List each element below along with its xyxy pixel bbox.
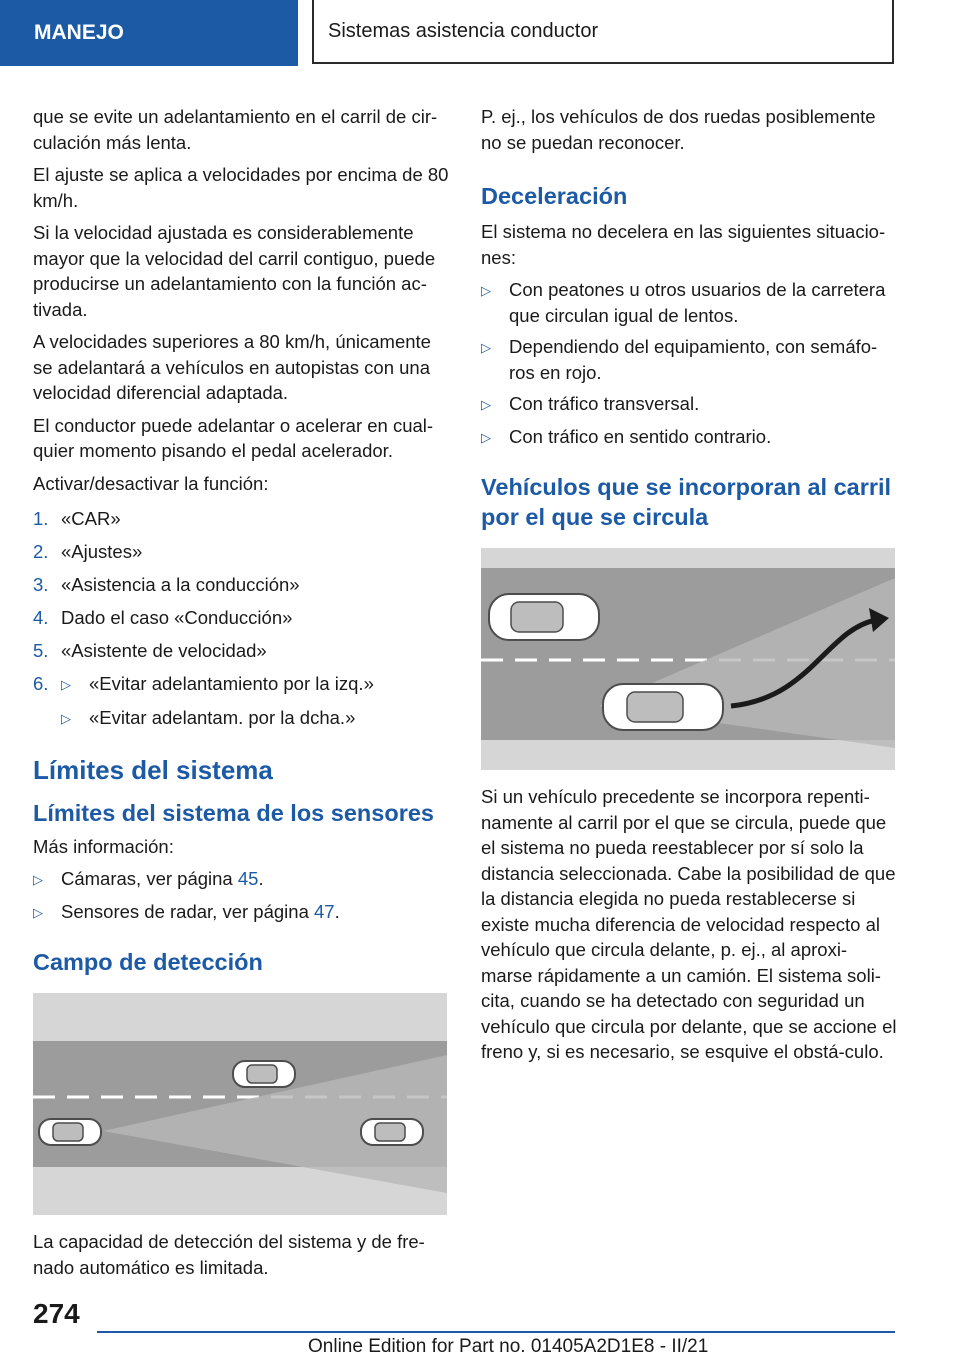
paragraph: El conductor puede adelantar o acelerar en cual-quier momento pisando el pedal acelerador. <box>33 414 434 461</box>
reference-list <box>33 866 451 925</box>
step-text: «Asistente de velocidad» <box>61 640 267 661</box>
reference-text: Cámaras, ver página <box>61 868 238 889</box>
page-number: 274 <box>33 1298 80 1329</box>
heading-system-limits: Límites del sistema <box>33 754 273 785</box>
heading-sensor-limits: Límites del sistema de los sensores <box>33 799 434 826</box>
triangle-right-icon: ▷ <box>33 872 43 887</box>
paragraph: que se evite un adelantamiento en el carril de cir-culación más lenta. <box>33 106 438 153</box>
deceleration-text: Con tráfico transversal. <box>509 393 700 414</box>
triangle-right-icon: ▷ <box>33 904 43 920</box>
detection-field-illustration <box>33 993 447 1215</box>
step-number: 3. <box>33 574 49 595</box>
step-number: 6. <box>33 673 49 694</box>
page-link[interactable]: 47 <box>314 900 335 922</box>
heading-merging-vehicles: Vehículos que se incorporan al carril por el que se circula <box>481 474 892 530</box>
step-text: «Asistencia a la conducción» <box>61 574 300 595</box>
triangle-right-icon: ▷ <box>481 397 491 412</box>
header-chapter <box>312 0 894 64</box>
deceleration-item <box>481 391 897 418</box>
triangle-right-icon: ▷ <box>481 283 491 298</box>
paragraph: Más información: <box>33 835 174 857</box>
deceleration-text: Dependiendo del equipamiento, con semáfo-ros en rojo. <box>509 336 878 383</box>
illustration-caption: La capacidad de detección del sistema y de fre-nado automático es limitada. <box>33 1231 425 1278</box>
paragraph: El ajuste se aplica a velocidades por encima de 80 km/h. <box>33 164 449 211</box>
header-section <box>0 0 298 66</box>
steps-list <box>33 506 451 732</box>
step-number: 4. <box>33 607 49 628</box>
deceleration-item <box>481 334 897 385</box>
merging-vehicle-illustration <box>481 548 895 770</box>
step-text: «CAR» <box>61 508 121 529</box>
paragraph: Activar/desactivar la función: <box>33 472 269 494</box>
step-sub-text: «Evitar adelantam. por la dcha.» <box>89 707 356 728</box>
deceleration-text: Con peatones u otros usuarios de la carretera que circulan igual de lentos. <box>509 279 886 326</box>
deceleration-item <box>481 424 897 451</box>
step-text: «Evitar adelantamiento por la izq.» <box>89 673 374 694</box>
reference-period: . <box>334 900 340 922</box>
triangle-right-icon: ▷ <box>481 429 491 445</box>
paragraph: A velocidades superiores a 80 km/h, únicamente se adelantará a vehículos en autopistas con una velocidad diferencial adaptada. <box>33 331 431 403</box>
heading-detection-field: Campo de detección <box>33 949 263 975</box>
page-link[interactable]: 45 <box>237 868 259 889</box>
reference-item <box>33 899 451 926</box>
footer-divider <box>97 1331 895 1333</box>
step-item <box>33 671 451 698</box>
footer-edition: Online Edition for Part no. 01405A2D1E8 - II/21 <box>308 1336 709 1357</box>
left-column <box>33 104 451 1287</box>
paragraph: Si la velocidad ajustada es considerablemente mayor que la velocidad del carril contiguo, puede producirse un adelantamiento con la función ac-tivada. <box>33 222 436 320</box>
heading-deceleration: Deceleración <box>481 183 628 209</box>
deceleration-list <box>481 277 897 450</box>
step-number: 5. <box>33 640 49 661</box>
triangle-right-icon: ▷ <box>481 340 491 355</box>
triangle-right-icon: ▷ <box>61 711 71 726</box>
paragraph: Si un vehículo precedente se incorpora repenti-namente al carril por el que se circula, puede que el sistema no pueda reestablecer por sí solo la distancia seleccionada. Cabe la posibilidad de que la distancia elegida no pueda restablecerse si existe mucha diferencia de velocidad respecto al vehículo que circula delante, p. ej., al aproxi-marse rápidamente a un camión. El sistema soli-cita, cuando se ha detectado con seguridad un vehículo que circula por delante, que se accione el freno y, si es necesario, se esquive el obstá-culo. <box>481 786 897 1062</box>
reference-text: Sensores de radar, ver página <box>61 900 314 922</box>
step-number: 2. <box>33 541 49 562</box>
step-number: 1. <box>33 508 49 529</box>
reference-period: . <box>258 868 264 889</box>
deceleration-text: Con tráfico en sentido contrario. <box>509 425 772 447</box>
paragraph: P. ej., los vehículos de dos ruedas posiblemente no se puedan reconocer. <box>481 106 876 153</box>
step-text: Dado el caso «Conducción» <box>61 607 293 628</box>
step-item <box>33 506 451 532</box>
step-item <box>33 638 451 664</box>
step-item <box>33 539 451 565</box>
right-column <box>481 104 897 1072</box>
step-text: «Ajustes» <box>61 541 143 562</box>
header-chapter-label: Sistemas asistencia conductor <box>328 19 599 42</box>
step-item <box>33 572 451 598</box>
header-section-label: MANEJO <box>34 21 124 44</box>
reference-item <box>33 866 451 893</box>
deceleration-item <box>481 277 897 328</box>
triangle-right-icon: ▷ <box>61 677 71 692</box>
step-item <box>33 605 451 631</box>
paragraph: El sistema no decelera en las siguientes situacio-nes: <box>481 221 886 268</box>
step-sub-item <box>61 705 451 732</box>
